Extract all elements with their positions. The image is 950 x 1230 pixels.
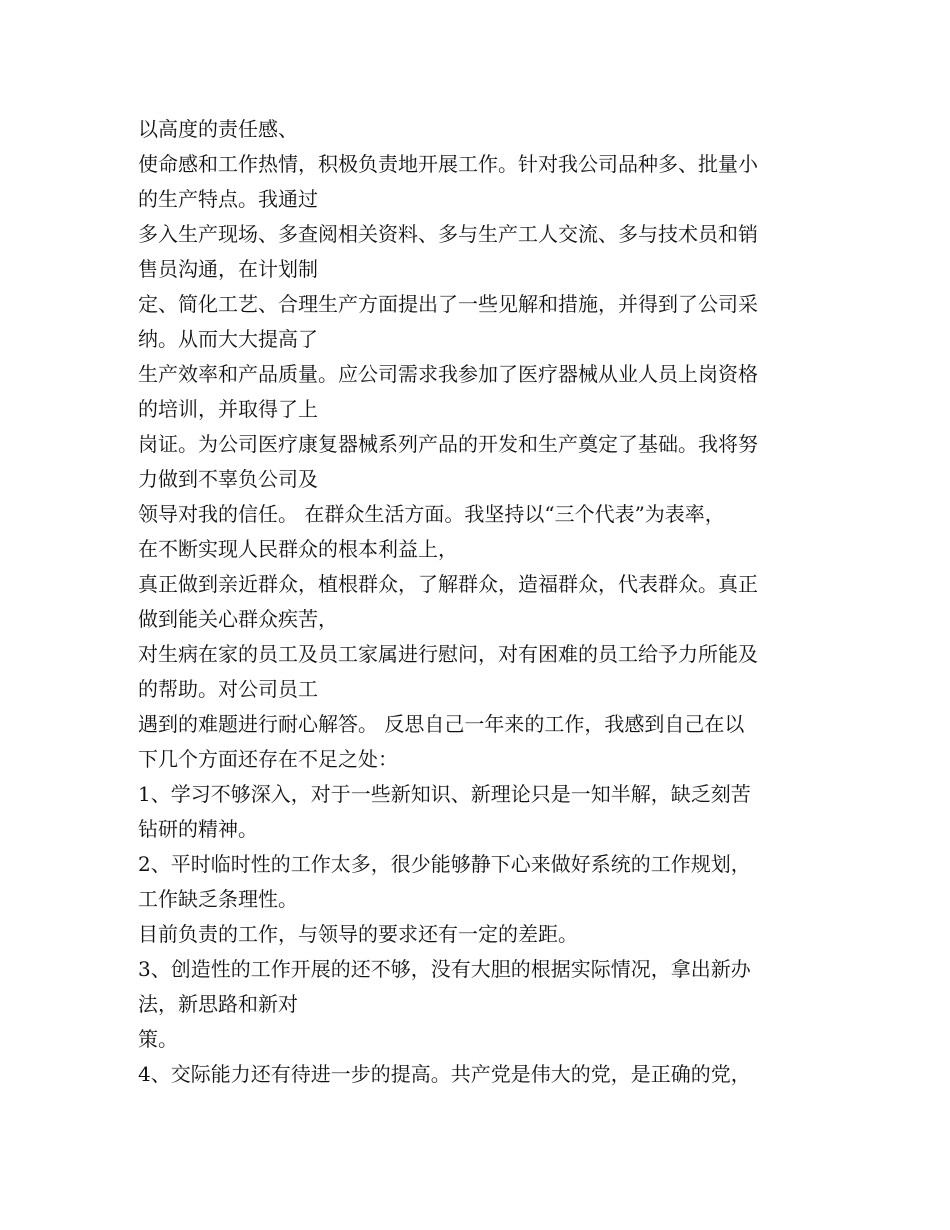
text-line: 2、平时临时性的工作太多，很少能够静下心来做好系统的工作规划， xyxy=(138,852,751,876)
text-line: 在不断实现人民群众的根本利益上， xyxy=(138,537,458,561)
text-line: 法，新思路和新对 xyxy=(138,992,298,1016)
text-line: 的帮助。对公司员工 xyxy=(138,677,318,701)
text-line: 工作缺乏条理性。 xyxy=(138,887,298,911)
text-line: 使命感和工作热情，积极负责地开展工作。针对我公司品种多、批量小 xyxy=(138,152,758,176)
text-line: 售员沟通，在计划制 xyxy=(138,257,318,281)
text-line: 钻研的精神。 xyxy=(138,817,258,841)
text-line: 下几个方面还存在不足之处： xyxy=(138,747,398,771)
text-line: 领导对我的信任。 在群众生活方面。我坚持以“三个代表”为表率， xyxy=(138,502,725,526)
text-line: 岗证。为公司医疗康复器械系列产品的开发和生产奠定了基础。我将努 xyxy=(138,432,758,456)
text-line: 的生产特点。我通过 xyxy=(138,187,318,211)
text-line: 的培训，并取得了上 xyxy=(138,397,318,421)
text-line: 对生病在家的员工及员工家属进行慰问，对有困难的员工给予力所能及 xyxy=(138,642,758,666)
text-line: 定、简化工艺、合理生产方面提出了一些见解和措施，并得到了公司采 xyxy=(138,292,758,316)
text-line: 做到能关心群众疾苦， xyxy=(138,607,338,631)
text-line: 1、学习不够深入，对于一些新知识、新理论只是一知半解，缺乏刻苦 xyxy=(138,782,751,806)
body-text xyxy=(138,112,818,1092)
text-line: 纳。从而大大提高了 xyxy=(138,327,318,351)
text-line: 4、交际能力还有待进一步的提高。共产党是伟大的党，是正确的党， xyxy=(138,1062,751,1086)
text-line: 策。 xyxy=(138,1027,178,1051)
text-line: 力做到不辜负公司及 xyxy=(138,467,318,491)
text-line: 真正做到亲近群众，植根群众，了解群众，造福群众，代表群众。真正 xyxy=(138,572,758,596)
text-line: 多入生产现场、多查阅相关资料、多与生产工人交流、多与技术员和销 xyxy=(138,222,758,246)
text-line: 3、创造性的工作开展的还不够，没有大胆的根据实际情况，拿出新办 xyxy=(138,957,751,981)
text-line: 目前负责的工作，与领导的要求还有一定的差距。 xyxy=(138,922,578,946)
text-line: 以高度的责任感、 xyxy=(138,117,298,141)
text-line: 生产效率和产品质量。应公司需求我参加了医疗器械从业人员上岗资格 xyxy=(138,362,758,386)
text-line: 遇到的难题进行耐心解答。 反思自己一年来的工作，我感到自己在以 xyxy=(138,712,745,736)
